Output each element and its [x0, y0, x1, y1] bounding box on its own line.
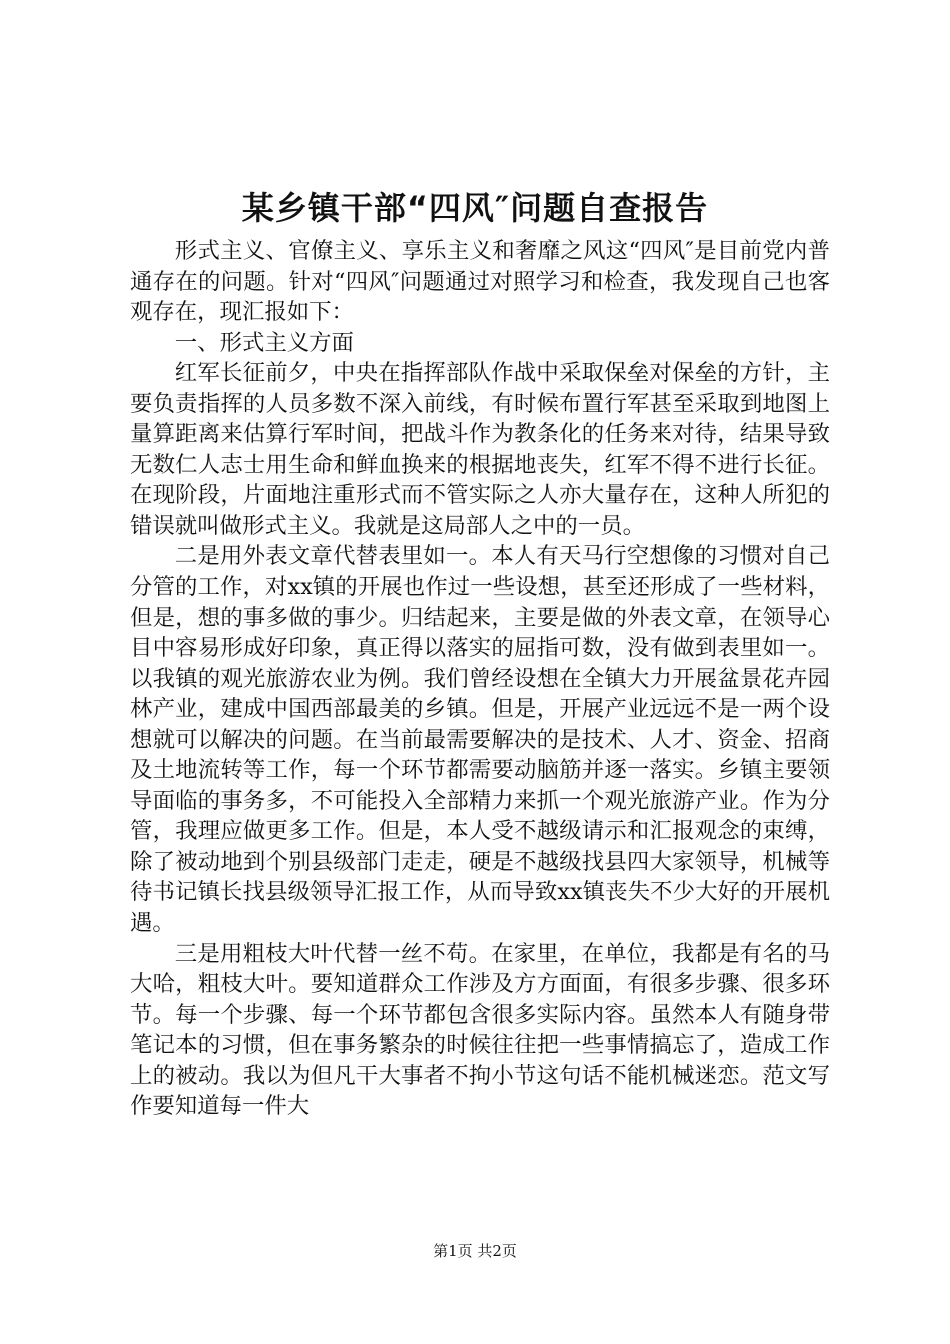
document-title: 某乡镇干部“四风″问题自查报告: [241, 189, 709, 227]
paragraph-carelessness: 三是用粗枝大叶代替一丝不苟。在家里，在单位，我都是有名的马大哈，粗枝大叶。要知道群众工作涉及方方面面，有很多步骤、很多环节。每一个步骤、每一个环节都包含很多实际内容。虽然本人有随身带笔记本的习惯，但在事务繁杂的时候往往把一些事情搞忘了，造成工作上的被动。我以为但凡干大事者不拘小节这句话不能机械迷恋。范文写作要知道每一件大: [130, 940, 830, 1120]
paragraph-surface-articles: 二是用外表文章代替表里如一。本人有天马行空想像的习惯对自己分管的工作，对xx镇的开展也作过一些设想，甚至还形成了一些材料，但是，想的事多做的事少。归结起来，主要是做的外表文章，在领导心目中容易形成好印象，真正得以落实的屈指可数，没有做到表里如一。以我镇的观光旅游农业为例。我们曾经设想在全镇大力开展盆景花卉园林产业，建成中国西部最美的乡镇。但是，开展产业远远不是一两个设想就可以解决的问题。在当前最需要解决的是技术、人才、资金、招商及土地流转等工作，每一个环节都需要动脑筋并逐一落实。乡镇主要领导面临的事务多，不可能投入全部精力来抓一个观光旅游产业。作为分管，我理应做更多工作。但是，本人受不越级请示和汇报观念的束缚，除了被动地到个别县级部门走走，硬是不越级找县四大家领导，机械等待书记镇长找县级领导汇报工作，从而导致xx镇丧失不少大好的开展机遇。: [130, 543, 830, 937]
intro-paragraph: 形式主义、官僚主义、享乐主义和奢靡之风这“四风″是目前党内普通存在的问题。针对“四风″问题通过对照学习和检查，我发现自己也客观存在，现汇报如下：: [130, 238, 830, 326]
document-body: [130, 236, 830, 1122]
paragraph-red-army: 红军长征前夕，中央在指挥部队作战中采取保垒对保垒的方针，主要负责指挥的人员多数不深入前线，有时候布置行军甚至采取到地图上量算距离来估算行军时间，把战斗作为教条化的任务来对待，结果导致无数仁人志士用生命和鲜血换来的根据地丧失，红军不得不进行长征。在现阶段，片面地注重形式而不管实际之人亦大量存在，这种人所犯的错误就叫做形式主义。我就是这局部人之中的一员。: [130, 360, 830, 539]
page-indicator: 第1页 共2页: [433, 1242, 517, 1260]
section-heading-formalism: 一、形式主义方面: [174, 329, 354, 356]
